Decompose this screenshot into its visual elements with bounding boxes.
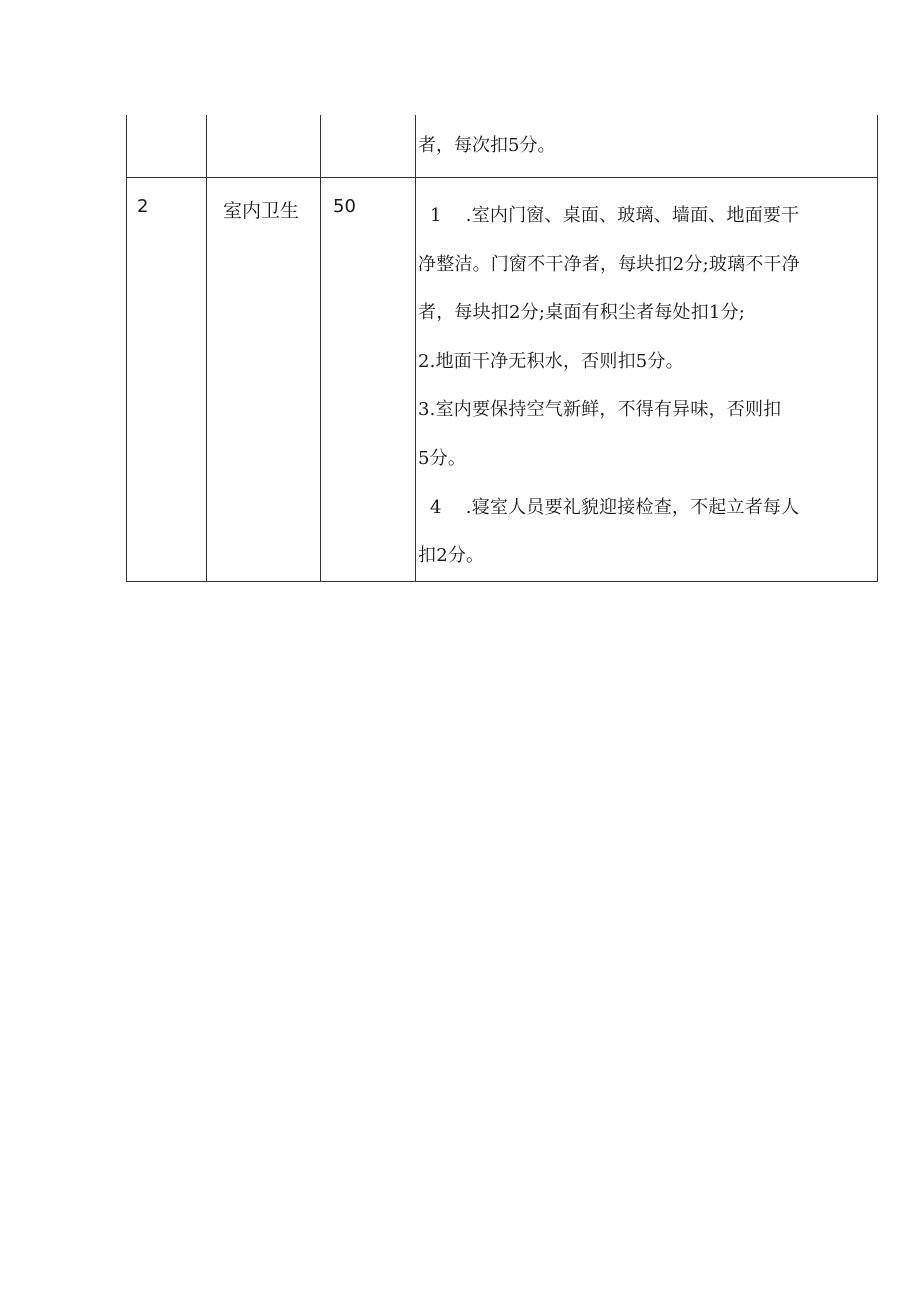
- description-line: 5分。: [418, 447, 467, 469]
- cell-score: [321, 178, 416, 582]
- description-line: 4 .寝室人员要礼貌迎接检查，不起立者每人: [430, 496, 800, 518]
- table-row-continuation: [127, 115, 878, 178]
- score-table: [126, 115, 878, 582]
- item-score: 50: [333, 196, 356, 217]
- description-line: 净整洁。门窗不干净者，每块扣2分;玻璃不干净: [418, 253, 800, 275]
- cell-score: [321, 115, 416, 178]
- description-line: 2.地面干净无积水，否则扣5分。: [418, 350, 684, 372]
- cell-no: [127, 178, 207, 582]
- description-lines: [416, 178, 877, 581]
- description-line: 扣2分。: [418, 545, 485, 567]
- item-name: 室内卫生: [223, 200, 300, 222]
- cell-item: [207, 115, 321, 178]
- description-line: 1 .室内门窗、桌面、玻璃、墙面、地面要干: [430, 205, 800, 226]
- description-line: 3.室内要保持空气新鲜，不得有异味，否则扣: [418, 399, 782, 421]
- description-text: 者，每次扣5分。: [418, 135, 556, 156]
- cell-item: [207, 178, 321, 582]
- description-line: 者，每块扣2分;桌面有积尘者每处扣1分;: [418, 302, 746, 324]
- table-row-2: [127, 178, 878, 582]
- cell-description: [416, 115, 878, 178]
- cell-description: [416, 178, 878, 582]
- cell-no: [127, 115, 207, 178]
- row-number: 2: [137, 196, 149, 217]
